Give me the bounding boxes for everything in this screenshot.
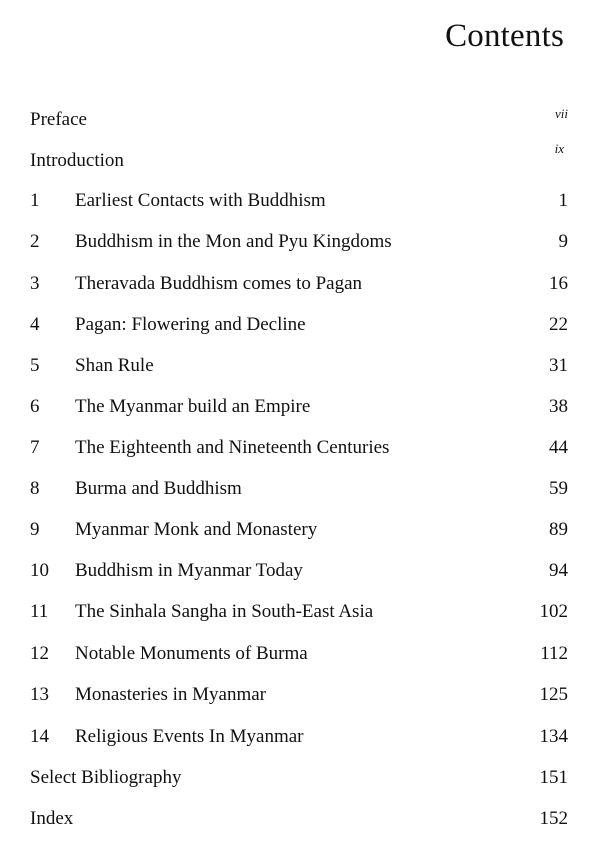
chapter-page: 112 bbox=[540, 643, 568, 664]
toc-entry-chapter bbox=[30, 681, 568, 709]
toc-entry-chapter bbox=[30, 723, 568, 751]
chapter-title: Myanmar Monk and Monastery bbox=[75, 519, 318, 540]
chapter-title: The Sinhala Sangha in South-East Asia bbox=[75, 601, 374, 622]
chapter-title: The Eighteenth and Nineteenth Centuries bbox=[75, 437, 390, 458]
chapter-number: 5 bbox=[30, 355, 40, 376]
chapter-title: Buddhism in Myanmar Today bbox=[75, 560, 303, 581]
chapter-number: 7 bbox=[30, 437, 40, 458]
chapter-page: 38 bbox=[549, 396, 568, 417]
chapter-number: 9 bbox=[30, 519, 40, 540]
chapter-page: 102 bbox=[539, 601, 568, 622]
toc-entry-chapter bbox=[30, 228, 568, 256]
toc-entry-page: vii bbox=[555, 106, 568, 121]
chapter-page: 94 bbox=[549, 560, 568, 581]
toc-entry-preface bbox=[30, 106, 568, 134]
chapter-number: 10 bbox=[30, 560, 49, 581]
toc-entry-chapter bbox=[30, 352, 568, 380]
chapter-number: 14 bbox=[30, 726, 49, 747]
chapter-number: 4 bbox=[30, 314, 40, 335]
chapter-page: 22 bbox=[549, 314, 568, 335]
toc-entry-label: Select Bibliography bbox=[30, 767, 182, 788]
toc-entry-chapter bbox=[30, 434, 568, 462]
toc-entry-index bbox=[30, 805, 568, 833]
chapter-title: Pagan: Flowering and Decline bbox=[75, 314, 306, 335]
chapter-title: Monasteries in Myanmar bbox=[75, 684, 267, 705]
chapter-title: Theravada Buddhism comes to Pagan bbox=[75, 273, 363, 294]
toc-entry-chapter bbox=[30, 557, 568, 585]
chapter-title: Notable Monuments of Burma bbox=[75, 643, 308, 664]
toc-entry-page: ix bbox=[554, 141, 564, 156]
chapter-title: Earliest Contacts with Buddhism bbox=[75, 190, 326, 211]
toc-entry-page: 152 bbox=[539, 808, 568, 829]
chapter-title: Buddhism in the Mon and Pyu Kingdoms bbox=[75, 231, 392, 252]
toc-entry-label: Introduction bbox=[30, 150, 124, 171]
toc-entry-chapter bbox=[30, 311, 568, 339]
toc-entry-label: Preface bbox=[30, 109, 87, 130]
toc-entry-chapter bbox=[30, 270, 568, 298]
toc-entry-chapter bbox=[30, 475, 568, 503]
page-title: Contents bbox=[445, 18, 564, 54]
chapter-title: Shan Rule bbox=[75, 355, 154, 376]
toc-entry-chapter bbox=[30, 640, 568, 668]
toc-entry-introduction bbox=[30, 141, 568, 175]
toc-entry-chapter bbox=[30, 187, 568, 215]
toc-entry-page: 151 bbox=[539, 767, 568, 788]
toc-entry-bibliography bbox=[30, 764, 568, 792]
chapter-page: 134 bbox=[539, 726, 568, 747]
chapter-number: 13 bbox=[30, 684, 49, 705]
chapter-page: 59 bbox=[549, 478, 568, 499]
chapter-page: 44 bbox=[549, 437, 568, 458]
chapter-page: 1 bbox=[558, 190, 568, 211]
chapter-number: 8 bbox=[30, 478, 40, 499]
chapter-page: 9 bbox=[558, 231, 568, 252]
chapter-number: 11 bbox=[30, 601, 49, 622]
toc-entry-chapter bbox=[30, 393, 568, 421]
toc-entry-chapter bbox=[30, 516, 568, 544]
toc-entry-chapter bbox=[30, 598, 568, 626]
chapter-number: 2 bbox=[30, 231, 40, 252]
chapter-title: The Myanmar build an Empire bbox=[75, 396, 311, 417]
chapter-page: 89 bbox=[549, 519, 568, 540]
chapter-page: 125 bbox=[539, 684, 568, 705]
chapter-title: Religious Events In Myanmar bbox=[75, 726, 304, 747]
chapter-title: Burma and Buddhism bbox=[75, 478, 242, 499]
toc-entry-label: Index bbox=[30, 808, 74, 829]
chapter-number: 3 bbox=[30, 273, 40, 294]
chapter-number: 6 bbox=[30, 396, 40, 417]
chapter-page: 16 bbox=[549, 273, 568, 294]
chapter-page: 31 bbox=[549, 355, 568, 376]
chapter-number: 12 bbox=[30, 643, 49, 664]
chapter-number: 1 bbox=[30, 190, 40, 211]
